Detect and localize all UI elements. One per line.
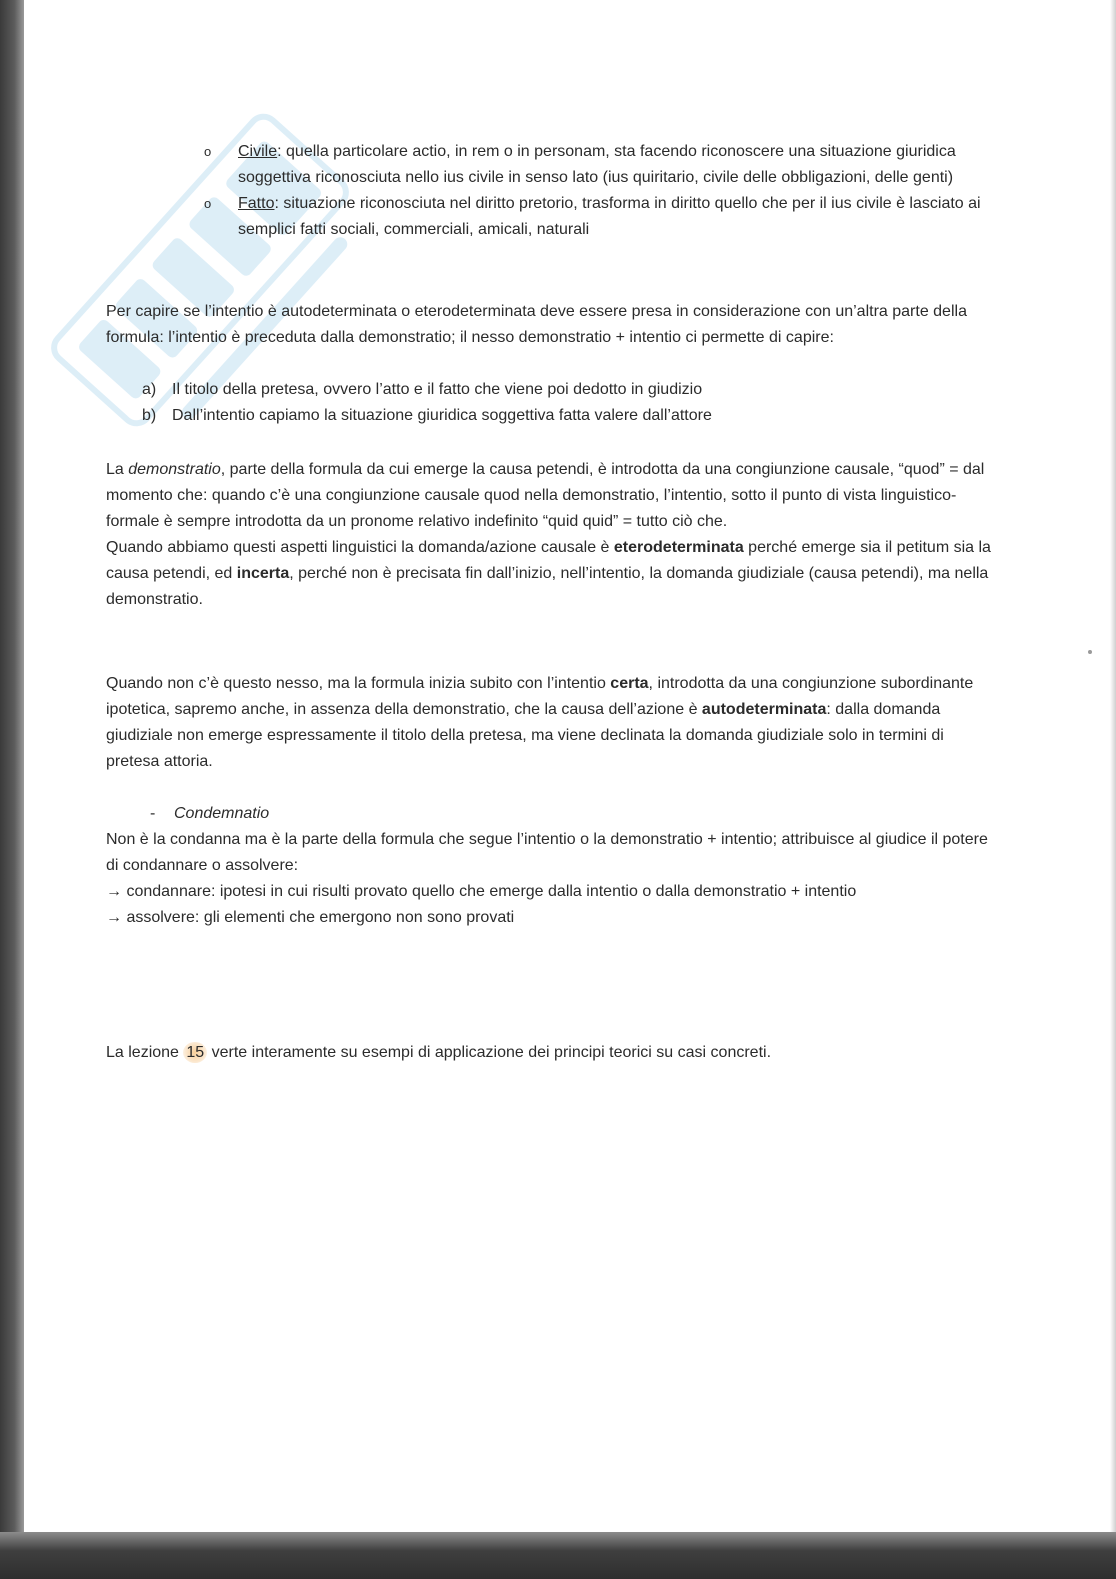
civile-description: : quella particolare actio, in rem o in personam, sta facendo riconoscere una situazione giuridica soggettiva riconosciuta nello ius civile in senso lato (ius quiritario, civile delle obbligazioni, delle genti) (238, 143, 956, 186)
list-text-a: Il titolo della pretesa, ovvero l’atto e il fatto che viene poi dedotto in giudizio (172, 381, 703, 398)
list-item-a (106, 377, 986, 403)
text-fragment: , parte della formula da cui emerge la causa petendi, è introdotta da una congiunzione causale, “quod” = dal momento che: quando c’è una congiunzione causale quod nella demonstratio, l’intentio, sotto il punto di vista linguistico-formale è sempre introdotta da un pronome relativo indefinito “quid quid” = tutto ciò che. (106, 461, 985, 530)
list-text-b: Dall’intentio capiamo la situazione giuridica soggettiva fatta valere dall’attore (172, 407, 712, 424)
bullet-marker: o (204, 144, 212, 159)
dash-marker: - (150, 805, 156, 822)
arrow-right-icon: → (106, 909, 122, 926)
text-fragment: La lezione (106, 1044, 184, 1061)
term-demonstratio: demonstratio (128, 461, 221, 478)
term-civile: Civile (238, 143, 278, 160)
list-item-fatto (204, 191, 994, 243)
text-fragment: verte interamente su esempi di applicazione dei principi teorici su casi concreti. (207, 1044, 772, 1061)
bullet-marker: o (204, 196, 212, 211)
term-autodeterminata: autodeterminata (701, 701, 827, 718)
text-fragment: : dalla domanda giudiziale non emerge espressamente il titolo della pretesa, ma viene declinata la domanda giudiziale solo in termini di pretesa attoria. (106, 701, 944, 770)
list-marker-b: b) (142, 407, 157, 424)
list-marker-a: a) (142, 381, 157, 398)
condemnatio-label: Condemnatio (174, 805, 270, 822)
term-eterodeterminata: eterodeterminata (613, 539, 744, 556)
term-fatto: Fatto (238, 195, 275, 212)
condemnatio-line-1: Non è la condanna ma è la parte della formula che segue l’intentio o la demonstratio + intentio; attribuisce al giudice il potere di condannare o assolvere: (106, 831, 988, 874)
paragraph-demonstratio (106, 457, 996, 613)
list-item-civile (204, 139, 994, 191)
list-item-b (106, 403, 986, 429)
text-fragment: condannare: ipotesi in cui risulti provato quello che emerge dalla intentio o dalla demonstratio + intentio (122, 883, 857, 900)
condemnatio-line-assolvere (106, 905, 996, 931)
civile-fatto-list (204, 139, 994, 243)
term-certa: certa (610, 675, 649, 692)
paragraph-quando (106, 671, 996, 775)
fatto-description: : situazione riconosciuta nel diritto pretorio, trasforma in diritto quello che per il ius civile è lasciato ai semplici fatti sociali, commerciali, amicali, naturali (238, 195, 981, 238)
condemnatio-line-condannare (106, 879, 996, 905)
text-fragment: , perché non è precisata fin dall’inizio, nell’intentio, la domanda giudiziale (causa petendi), ma nella demonstratio. (106, 565, 989, 608)
text-fragment: Quando abbiamo questi aspetti linguistici la domanda/azione causale è (106, 539, 614, 556)
paragraph-lezione (106, 1040, 996, 1066)
alpha-list (106, 377, 986, 429)
term-incerta: incerta (236, 565, 290, 582)
arrow-right-icon: → (106, 883, 122, 900)
text-fragment: assolvere: gli elementi che emergono non sono provati (122, 909, 515, 926)
paragraph-capire: Per capire se l’intentio è autodeterminata o eterodeterminata deve essere presa in considerazione con un’altra parte della formula: l’intentio è preceduta dalla demonstratio; il nesso demonstratio + intentio ci permette di capire: (106, 303, 967, 346)
text-fragment: La (106, 461, 129, 478)
highlighted-number: 15 (183, 1042, 207, 1063)
text-fragment: , introdotta da una congiunzione subordinante ipotetica, sapremo anche, in assenza della demonstratio, che la causa dell’azione è (106, 675, 974, 718)
paragraph-condemnatio (106, 827, 996, 931)
text-fragment: perché emerge sia il petitum sia la causa petendi, ed (106, 539, 991, 582)
condemnatio-heading (150, 801, 269, 827)
text-fragment: Quando non c’è questo nesso, ma la formula inizia subito con l’intentio (106, 675, 611, 692)
